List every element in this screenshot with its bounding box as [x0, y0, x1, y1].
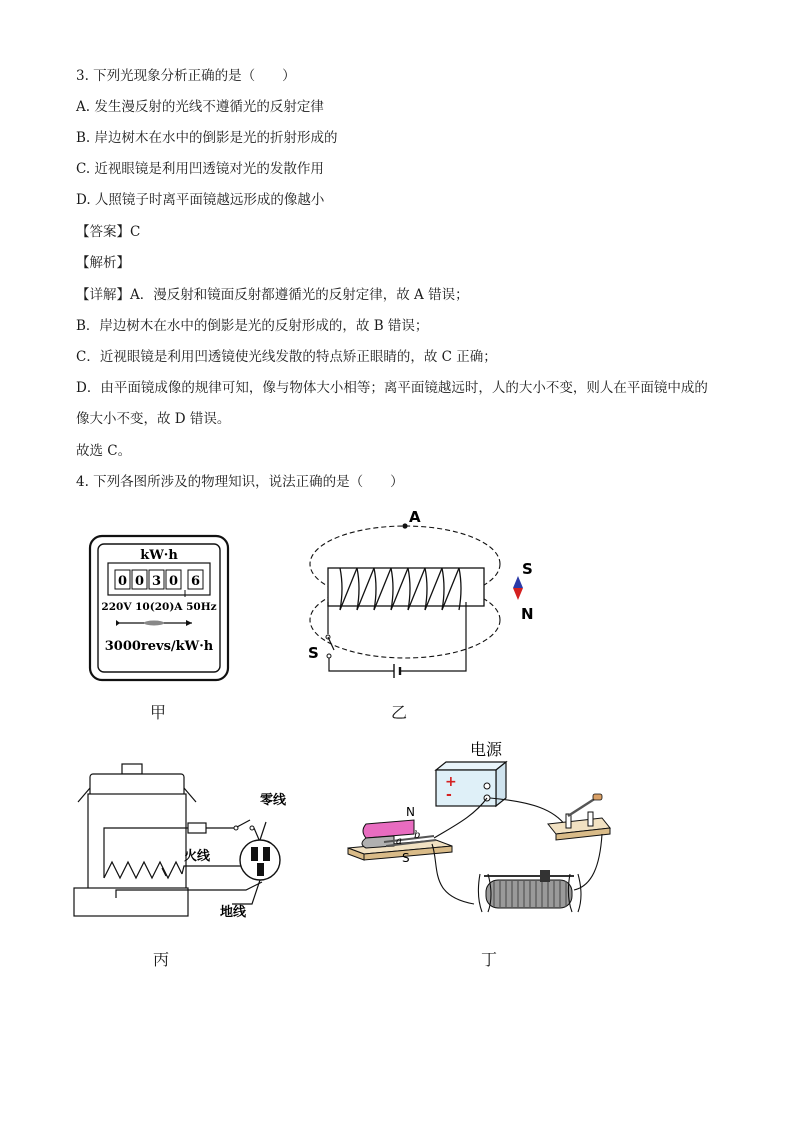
meter-digit-4: 0: [168, 574, 179, 589]
meter-unit: kW·h: [140, 548, 178, 563]
kettle-lid-knob: [122, 764, 142, 774]
q3-option-a: A. 发生漫反射的光线不遵循光的反射定律: [76, 99, 324, 115]
caption-yi: 乙: [391, 703, 408, 722]
meter-digit-1: 0: [117, 574, 128, 589]
meter-digits: [115, 570, 203, 589]
figure-solenoid: [302, 506, 548, 684]
compass-needle-south-end: [513, 588, 523, 600]
horseshoe-magnet: [363, 820, 414, 838]
detail-tag: 【详解】: [76, 287, 130, 303]
q4-stem: 4. 下列各图所涉及的物理知识，说法正确的是（ ）: [76, 474, 404, 490]
meter-digit-2: 0: [134, 574, 145, 589]
answer-value: C: [130, 224, 141, 240]
magnet-label-s: S: [402, 851, 410, 865]
analysis-tag: 【解析】: [76, 255, 130, 271]
point-a: [402, 523, 407, 528]
detail-line-d-cont: 像大小不变，故 D 错误。: [76, 411, 231, 427]
meter-rating: 220V 10(20)A 50Hz: [101, 601, 217, 613]
compass-label-s: S: [522, 560, 533, 578]
rod-label-b: b: [414, 830, 421, 841]
answer-line: [76, 222, 140, 242]
figure-electromagnetic-setup: [344, 736, 616, 926]
kettle-body: [88, 794, 186, 898]
label-point-a: A: [409, 508, 421, 526]
detail-text-a: A．漫反射和镜面反射都遵循光的反射定律，故 A 错误；: [130, 287, 469, 303]
caption-jia: 甲: [150, 703, 167, 722]
rod-label-a: a: [396, 836, 402, 847]
label-switch: S: [308, 644, 319, 662]
switch-blade: [328, 637, 334, 650]
meter-constant: 3000revs/kW·h: [104, 639, 214, 654]
label-ground: 地线: [220, 905, 247, 920]
conclusion: 故选 C。: [76, 443, 132, 459]
caption-bing: 丙: [153, 950, 170, 969]
magnet-label-n: N: [406, 805, 415, 819]
terminal-minus: -: [446, 787, 452, 803]
terminal-plus: +: [445, 774, 457, 790]
kettle-base: [74, 888, 188, 916]
label-live: 火线: [184, 849, 211, 864]
meter-digit-decimal: 6: [190, 574, 201, 589]
detail-line-b: B．岸边树木在水中的倒影是光的反射形成的，故 B 错误；: [76, 318, 429, 334]
q3-stem: 3. 下列光现象分析正确的是（ ）: [76, 68, 296, 84]
figure-household-circuit: [70, 762, 320, 924]
label-power-supply: 电源: [469, 740, 503, 759]
detail-line-c: C．近视眼镜是利用凹透镜使光线发散的特点矫正眼睛的，故 C 正确；: [76, 349, 497, 365]
figure-electric-meter: [88, 534, 230, 682]
switch-blade: [237, 820, 250, 827]
detail-line-d: D．由平面镜成像的规律可知，像与物体大小相等；离平面镜越远时，人的大小不变，则人在平面镜中成的: [76, 380, 708, 396]
q3-option-b: B. 岸边树木在水中的倒影是光的折射形成的: [76, 130, 338, 146]
q3-option-d: D. 人照镜子时离平面镜越远形成的像越小: [76, 192, 325, 208]
meter-digit-3: 3: [151, 574, 162, 589]
fuse: [188, 823, 206, 833]
detail-line-a: [76, 285, 469, 305]
rheostat-coil: [486, 880, 572, 908]
caption-ding: 丁: [481, 950, 498, 969]
q3-option-c: C. 近视眼镜是利用凹透镜对光的发散作用: [76, 161, 324, 177]
answer-tag: 【答案】: [76, 224, 130, 240]
label-neutral: 零线: [260, 793, 287, 808]
rheostat-slider: [540, 870, 550, 882]
compass-label-n: N: [521, 605, 534, 623]
